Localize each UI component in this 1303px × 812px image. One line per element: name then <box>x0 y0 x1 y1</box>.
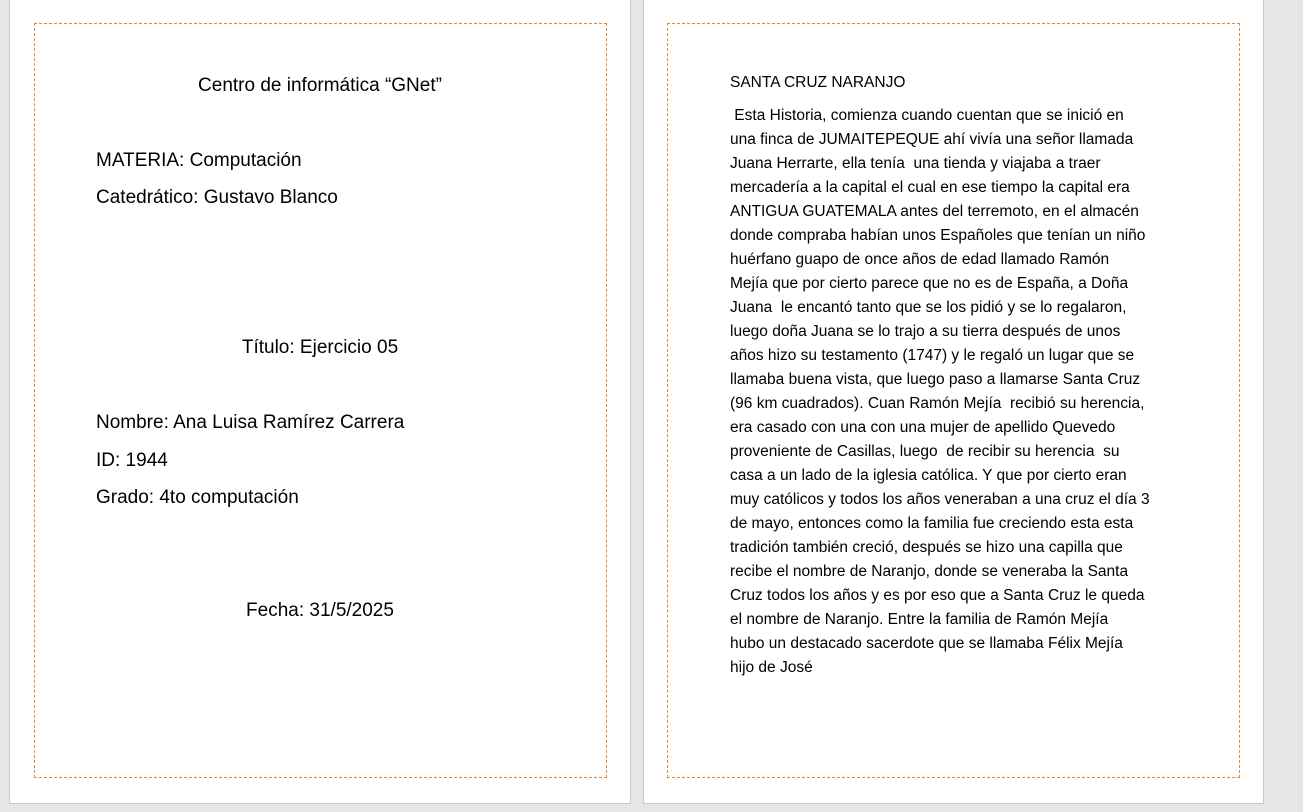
story-line: recibe el nombre de Naranjo, donde se veneraba la Santa <box>730 563 1129 580</box>
story-line: proveniente de Casillas, luego de recibir su herencia su <box>730 443 1120 460</box>
story-line: el nombre de Naranjo. Entre la familia de Ramón Mejía <box>730 611 1109 628</box>
story-line: tradición también creció, después se hizo una capilla que <box>730 539 1123 556</box>
page-margin-guide <box>34 23 607 778</box>
story-line: Juana le encantó tanto que se los pidió y se lo regalaron, <box>730 299 1127 316</box>
date-line: Fecha: 31/5/2025 <box>246 600 394 621</box>
story-line: luego doña Juana se lo trajo a su tierra después de unos <box>730 323 1121 340</box>
story-body <box>730 104 1180 680</box>
story-line: hijo de José <box>730 659 813 676</box>
cover-page <box>10 0 630 803</box>
student-id-line: ID: 1944 <box>96 450 168 471</box>
story-line: hubo un destacado sacerdote que se llamaba Félix Mejía <box>730 635 1123 652</box>
story-line: muy católicos y todos los años veneraban a una cruz el día 3 <box>730 491 1150 508</box>
story-line: huérfano guapo de once años de edad llamado Ramón <box>730 251 1110 268</box>
story-line: casa a un lado de la iglesia católica. Y que por cierto eran <box>730 467 1127 484</box>
story-line: (96 km cuadrados). Cuan Ramón Mejía recibió su herencia, <box>730 395 1145 412</box>
school-name: Centro de informática “GNet” <box>198 75 442 96</box>
assignment-title: Título: Ejercicio 05 <box>241 337 399 358</box>
story-line: Esta Historia, comienza cuando cuentan que se inició en <box>730 107 1124 124</box>
story-line: Juana Herrarte, ella tenía una tienda y viajaba a traer <box>730 155 1101 172</box>
story-line: era casado con una con una mujer de apellido Quevedo <box>730 419 1116 436</box>
story-line: Mejía que por cierto parece que no es de España, a Doña <box>730 275 1129 292</box>
story-line: mercadería a la capital el cual en ese tiempo la capital era <box>730 179 1130 196</box>
story-line: Cruz todos los años y es por eso que a Santa Cruz le queda <box>730 587 1145 604</box>
student-name-line: Nombre: Ana Luisa Ramírez Carrera <box>96 412 405 433</box>
story-page <box>644 0 1263 803</box>
story-line: donde compraba habían unos Españoles que tenían un niño <box>730 227 1146 244</box>
grade-line: Grado: 4to computación <box>96 487 299 508</box>
story-line: llamaba buena vista, que luego paso a llamarse Santa Cruz <box>730 371 1141 388</box>
story-line: una finca de JUMAITEPEQUE ahí vivía una señor llamada <box>730 131 1134 148</box>
story-line: de mayo, entonces como la familia fue creciendo esta esta <box>730 515 1134 532</box>
teacher-line: Catedrático: Gustavo Blanco <box>96 187 338 208</box>
story-line: ANTIGUA GUATEMALA antes del terremoto, en el almacén <box>730 203 1139 220</box>
story-line: años hizo su testamento (1747) y le regaló un lugar que se <box>730 347 1135 364</box>
subject-line: MATERIA: Computación <box>96 150 302 171</box>
story-title: SANTA CRUZ NARANJO <box>730 74 906 91</box>
